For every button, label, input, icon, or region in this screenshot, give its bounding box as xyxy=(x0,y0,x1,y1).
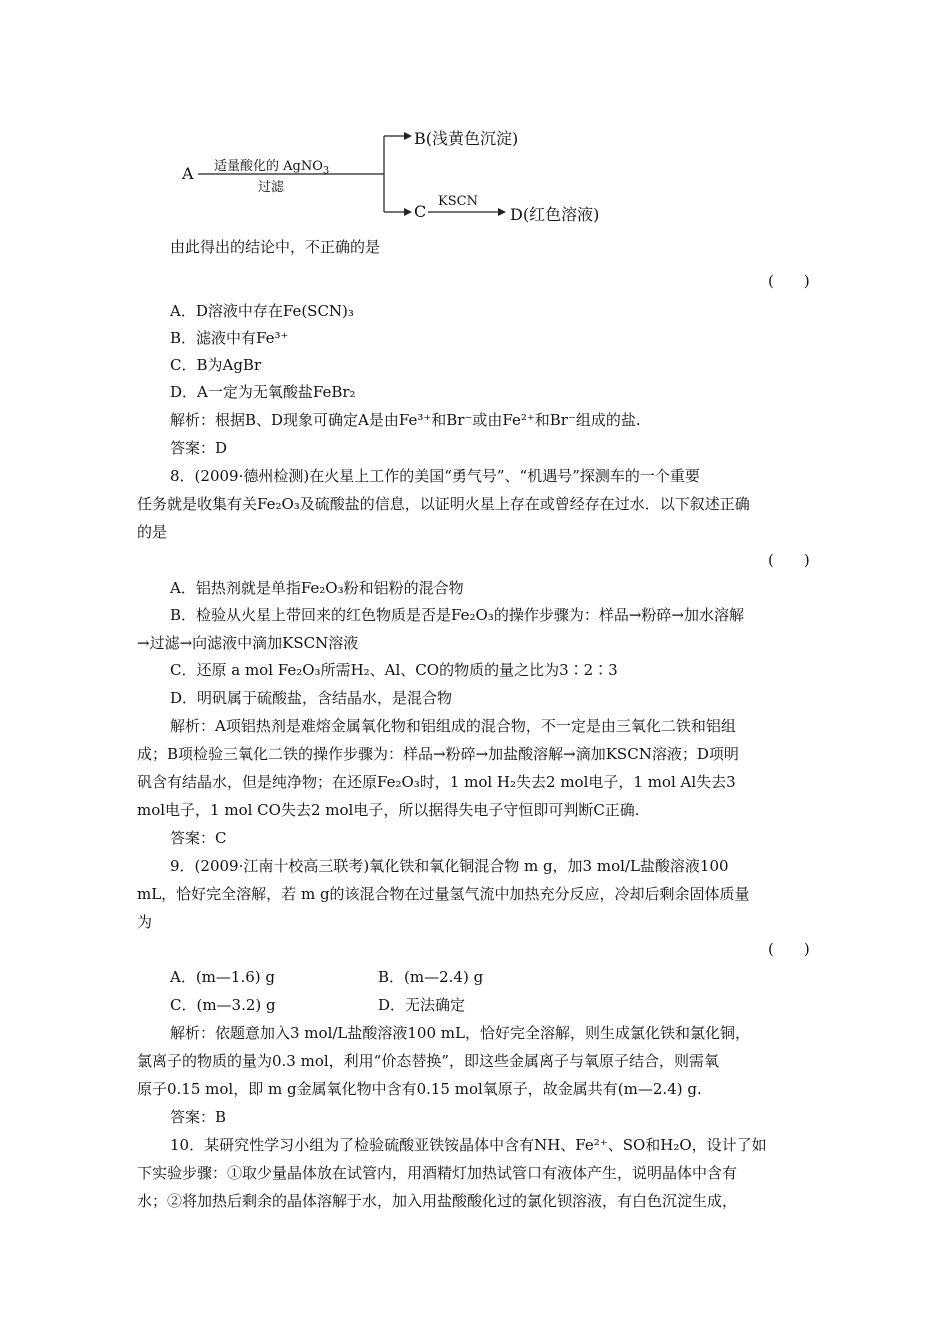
q9-answer: 答案：B xyxy=(170,1108,227,1126)
q7-option-c: C．B为AgBr xyxy=(170,356,262,374)
q7-option-b: B．滤液中有Fe³⁺ xyxy=(170,329,289,347)
q10-line-3: 水；②将加热后剩余的晶体溶解于水，加入用盐酸酸化过的氯化钡溶液，有白色沉淀生成， xyxy=(137,1192,738,1210)
q9-analysis-3: 原子0.15 mol，即 m g金属氧化物中含有0.15 mol氧原子，故金属共有(m—2.4) g. xyxy=(137,1080,702,1098)
diagram-c: C xyxy=(414,202,427,221)
q9-option-a: A．(m—1.6) g xyxy=(170,968,275,986)
q8-option-a: A．铝热剂就是单指Fe₂O₃粉和铝粉的混合物 xyxy=(170,579,464,597)
diagram-reagent: 适量酸化的 AgNO$_3$ xyxy=(214,159,330,177)
q9-paren: ( ) xyxy=(768,940,810,958)
diagram-b: B(浅黄色沉淀) xyxy=(414,129,519,148)
q9-line-3: 为 xyxy=(137,913,153,931)
q7-option-d: D．A一定为无氧酸盐FeBr₂ xyxy=(170,383,356,401)
q7-answer: 答案：D xyxy=(170,439,228,457)
q8-answer: 答案：C xyxy=(170,829,227,847)
q8-analysis-3: 矾含有结晶水，但是纯净物；在还原Fe₂O₃时，1 mol H₂失去2 mol电子，1 mol Al失去3 xyxy=(137,773,736,791)
q7-stem: 由此得出的结论中，不正确的是 xyxy=(170,238,381,256)
q8-line-2: 任务就是收集有关Fe₂O₃及硫酸盐的信息，以证明火星上存在或曾经存在过水．以下叙述正确 xyxy=(137,495,750,513)
q10-line-1: 10．某研究性学习小组为了检验硫酸亚铁铵晶体中含有NH、Fe²⁺、SO和H₂O，设计了如 xyxy=(170,1136,767,1154)
diagram-filter: 过滤 xyxy=(258,180,285,195)
q9-option-d: D．无法确定 xyxy=(378,996,466,1014)
q7-analysis: 解析：根据B、D现象可确定A是由Fe³⁺和Br⁻或由Fe²⁺和Br⁻组成的盐. xyxy=(170,411,641,429)
q10-line-2: 下实验步骤：①取少量晶体放在试管内，用酒精灯加热试管口有液体产生，说明晶体中含有 xyxy=(137,1164,738,1182)
diagram-kscn: KSCN xyxy=(438,194,478,209)
q8-paren: ( ) xyxy=(768,551,810,569)
q8-option-b: B．检验从火星上带回来的红色物质是否是Fe₂O₃的操作步骤为：样品→粉碎→加水溶解 xyxy=(170,606,744,624)
q8-analysis-4: mol电子，1 mol CO失去2 mol电子，所以据得失电子守恒即可判断C正确. xyxy=(137,801,640,819)
reaction-diagram xyxy=(176,118,636,228)
q8-analysis-2: 成；B项检验三氧化二铁的操作步骤为：样品→粉碎→加盐酸溶解→滴加KSCN溶液；D项明 xyxy=(137,745,739,763)
q8-line-1: 8．(2009·德州检测)在火星上工作的美国“勇气号”、“机遇号”探测车的一个重要 xyxy=(170,467,700,485)
q9-line-2: mL，恰好完全溶解，若 m g的该混合物在过量氢气流中加热充分反应，冷却后剩余固体质量 xyxy=(137,885,750,903)
q8-option-b-cont: →过滤→向滤液中滴加KSCN溶液 xyxy=(137,634,359,652)
q7-paren: ( ) xyxy=(768,272,810,290)
q8-option-d: D．明矾属于硫酸盐，含结晶水，是混合物 xyxy=(170,689,453,707)
q7-option-a: A．D溶液中存在Fe(SCN)₃ xyxy=(170,302,354,320)
q9-line-1: 9．(2009·江南十校高三联考)氧化铁和氧化铜混合物 m g，加3 mol/L盐酸溶液100 xyxy=(170,857,729,875)
diagram-a: A xyxy=(182,164,194,183)
q8-analysis-1: 解析：A项铝热剂是难熔金属氧化物和铝组成的混合物，不一定是由三氧化二铁和铝组 xyxy=(170,717,736,735)
q8-line-3: 的是 xyxy=(137,523,168,541)
q9-option-b: B．(m—2.4) g xyxy=(378,968,484,986)
q8-option-c: C．还原 a mol Fe₂O₃所需H₂、Al、CO的物质的量之比为3∶2∶3 xyxy=(170,661,618,679)
q9-option-c: C．(m—3.2) g xyxy=(170,996,276,1014)
diagram-d: D(红色溶液) xyxy=(510,205,600,224)
q9-analysis-1: 解析：依题意加入3 mol/L盐酸溶液100 mL，恰好完全溶解，则生成氯化铁和氯化铜， xyxy=(170,1024,750,1042)
q9-analysis-2: 氯离子的物质的量为0.3 mol，利用“价态替换”，即这些金属离子与氧原子结合，则需氧 xyxy=(137,1052,720,1070)
